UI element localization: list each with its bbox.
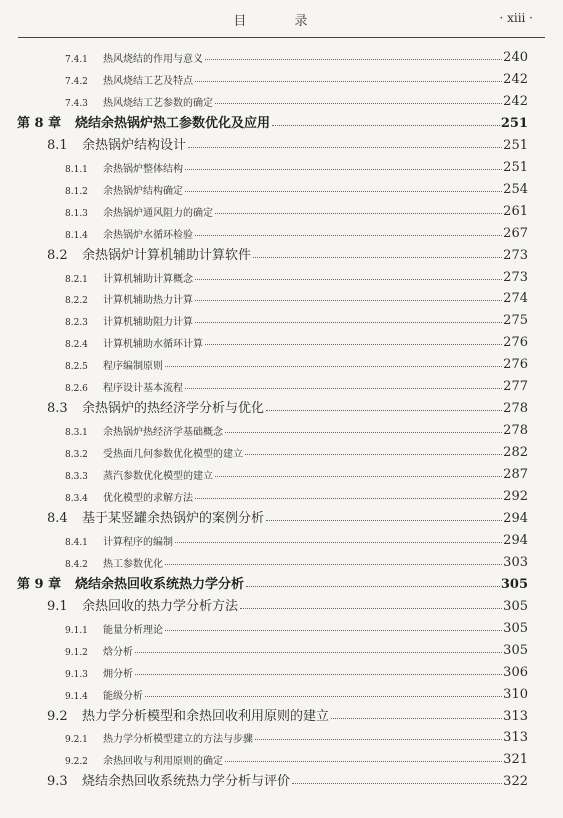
toc-entry-page: 240 xyxy=(503,50,528,65)
toc-entry-number: 8.2.3 xyxy=(65,318,88,329)
toc-entry-number: 8.1.1 xyxy=(65,164,88,175)
toc-entry-number: 第 8 章 xyxy=(17,115,62,131)
toc-entry-number: 8.3.4 xyxy=(65,494,88,504)
dot-leader xyxy=(215,103,502,104)
toc-entry-number: 8.4 xyxy=(47,510,68,526)
dot-leader xyxy=(195,322,502,323)
toc-entry-title: 㶲分析 xyxy=(103,668,133,680)
toc-entry-page: 305 xyxy=(503,598,528,614)
toc-entry-sub[interactable] xyxy=(0,221,563,241)
toc-entry-title: 烧结余热回收系统热力学分析与评价 xyxy=(82,774,291,790)
toc-entry-title: 热风烧结工艺参数的确定 xyxy=(103,97,213,109)
toc-entry-sub[interactable] xyxy=(0,725,563,745)
dot-leader xyxy=(205,59,502,60)
dot-leader xyxy=(185,388,502,389)
toc-entry-chapter[interactable] xyxy=(0,111,563,131)
toc-entry-sub[interactable] xyxy=(0,155,563,175)
toc-entry-title: 余热锅炉结构设计 xyxy=(82,137,187,153)
toc-entry-sub[interactable] xyxy=(0,484,563,504)
dot-leader xyxy=(253,257,502,258)
toc-entry-number: 8.2.4 xyxy=(65,340,88,351)
toc-entry-sub[interactable] xyxy=(0,45,563,65)
toc-entry-title: 蒸汽参数优化模型的建立 xyxy=(103,471,213,483)
dot-leader xyxy=(185,169,502,170)
toc-entry-title: 余热回收与利用原则的确定 xyxy=(103,756,223,768)
toc-entry-page: 261 xyxy=(503,203,528,219)
dot-leader xyxy=(331,718,502,719)
toc-entry-page: 313 xyxy=(503,708,528,724)
dot-leader xyxy=(266,410,502,411)
toc-entry-page: 267 xyxy=(503,225,528,241)
dot-leader xyxy=(215,213,502,214)
toc-entry-title: 热力学分析模型和余热回收利用原则的建立 xyxy=(82,708,330,724)
toc-entry-sub[interactable] xyxy=(0,265,563,285)
toc-entry-page: 254 xyxy=(503,181,528,197)
toc-entry-page: 313 xyxy=(503,730,528,746)
toc-entry-number: 8.1.4 xyxy=(65,230,88,241)
toc-entry-sub[interactable] xyxy=(0,330,563,350)
toc-entry-sub[interactable] xyxy=(0,682,563,702)
dot-leader xyxy=(246,586,500,587)
toc-entry-number: 9.2.2 xyxy=(65,757,88,768)
toc-entry-number: 7.4.2 xyxy=(65,76,88,87)
toc-entry-number: 9.2 xyxy=(47,708,68,724)
toc-entry-title: 计算机辅助阻力计算 xyxy=(103,317,193,329)
toc-entry-sub[interactable] xyxy=(0,199,563,219)
toc-entry-title: 热风烧结工艺及特点 xyxy=(103,75,193,87)
toc-entry-title: 优化模型的求解方法 xyxy=(103,493,193,504)
toc-entry-page: 278 xyxy=(503,401,528,417)
toc-entry-page: 292 xyxy=(503,489,528,504)
toc-entry-sub[interactable] xyxy=(0,462,563,482)
toc-entry-number: 9.1.1 xyxy=(65,625,88,636)
toc-entry-number: 第 9 章 xyxy=(17,576,62,592)
toc-entry-section[interactable] xyxy=(0,769,563,789)
dot-leader xyxy=(272,125,500,126)
toc-entry-number: 8.2.2 xyxy=(65,296,88,307)
toc-entry-number: 8.2 xyxy=(47,247,68,263)
toc-entry-page: 251 xyxy=(500,115,528,131)
toc-entry-title: 余热锅炉结构确定 xyxy=(103,185,183,197)
toc-entry-title: 热力学分析模型建立的方法与步骤 xyxy=(103,734,253,746)
toc-entry-number: 9.1.2 xyxy=(65,647,88,658)
toc-entry-number: 8.3 xyxy=(47,401,68,417)
dot-leader xyxy=(165,630,502,631)
toc-entry-page: 273 xyxy=(503,269,528,285)
dot-leader xyxy=(255,739,502,740)
toc-entry-title: 焓分析 xyxy=(103,646,133,658)
toc-entry-sub[interactable] xyxy=(0,747,563,767)
toc-entry-number: 8.1.2 xyxy=(65,186,88,197)
toc-entry-title: 余热锅炉整体结构 xyxy=(103,163,183,175)
dot-leader xyxy=(195,235,502,236)
toc-entry-title: 烧结余热回收系统热力学分析 xyxy=(75,576,245,592)
dot-leader xyxy=(188,147,502,148)
toc-entry-sub[interactable] xyxy=(0,352,563,372)
dot-leader xyxy=(135,652,502,653)
dot-leader xyxy=(245,454,502,455)
toc-entry-number: 9.1.3 xyxy=(65,669,88,680)
toc-entry-number: 8.4.1 xyxy=(65,537,88,548)
dot-leader xyxy=(195,300,502,301)
toc-entry-title: 余热锅炉的热经济学分析与优化 xyxy=(82,401,265,417)
toc-entry-number: 7.4.3 xyxy=(65,98,88,109)
toc-entry-title: 计算机辅助水循环计算 xyxy=(103,339,203,351)
toc-entry-page: 306 xyxy=(503,664,528,680)
toc-entry-page: 303 xyxy=(503,554,528,570)
toc-entry-section[interactable] xyxy=(0,704,563,724)
toc-entry-sub[interactable] xyxy=(0,89,563,109)
toc-entry-page: 294 xyxy=(503,510,528,526)
toc-entry-title: 余热锅炉热经济学基础概念 xyxy=(103,427,223,439)
toc-entry-title: 计算机辅助热力计算 xyxy=(103,295,193,307)
dot-leader xyxy=(195,498,502,499)
toc-entry-sub[interactable] xyxy=(0,440,563,460)
toc-entry-sub[interactable] xyxy=(0,374,563,394)
dot-leader xyxy=(135,674,502,675)
toc-entry-number: 9.1 xyxy=(47,598,68,614)
toc-entry-title: 余热锅炉水循环检验 xyxy=(103,229,193,241)
toc-entry-page: 294 xyxy=(503,532,528,548)
dot-leader xyxy=(205,344,502,345)
toc-entry-page: 305 xyxy=(500,576,528,592)
toc-entry-title: 基于某竖罐余热锅炉的案例分析 xyxy=(82,510,265,526)
toc-entry-page: 242 xyxy=(503,93,528,109)
toc-entry-page: 277 xyxy=(503,379,528,395)
toc-entry-page: 276 xyxy=(503,335,528,351)
toc-entry-title: 热工参数优化 xyxy=(103,558,163,570)
toc-entry-page: 251 xyxy=(503,137,528,153)
dot-leader xyxy=(225,432,502,433)
toc-entry-number: 8.1.3 xyxy=(65,208,88,219)
toc-entry-sub[interactable] xyxy=(0,67,563,87)
dot-leader xyxy=(266,520,502,521)
toc-entry-page: 321 xyxy=(503,752,528,768)
dot-leader xyxy=(195,279,502,280)
toc-entry-section[interactable] xyxy=(0,133,563,153)
header-page-number: · xiii · xyxy=(499,11,533,25)
toc-entry-page: 287 xyxy=(503,467,528,483)
toc-entry-section[interactable] xyxy=(0,396,563,416)
toc-entry-number: 8.2.6 xyxy=(65,384,88,395)
toc-entry-number: 7.4.1 xyxy=(65,55,88,65)
header-title: 目 录 xyxy=(233,14,330,29)
toc-entry-page: 274 xyxy=(503,291,528,307)
toc-entry-title: 余热回收的热力学分析方法 xyxy=(82,598,239,614)
header-rule xyxy=(18,37,545,38)
dot-leader xyxy=(145,696,502,697)
toc-entry-sub[interactable] xyxy=(0,308,563,328)
toc-entry-number: 9.2.1 xyxy=(65,735,88,746)
toc-entry-number: 8.4.2 xyxy=(65,559,88,570)
toc-entry-number: 8.2.1 xyxy=(65,274,88,285)
toc-entry-section[interactable] xyxy=(0,243,563,263)
toc-entry-title: 受热面几何参数优化模型的建立 xyxy=(103,449,243,461)
toc-entry-number: 8.3.2 xyxy=(65,450,88,461)
toc-entry-sub[interactable] xyxy=(0,660,563,680)
toc-entry-sub[interactable] xyxy=(0,286,563,306)
toc-entry-sub[interactable] xyxy=(0,616,563,636)
toc-entry-title: 能量分析理论 xyxy=(103,624,163,636)
toc-entry-sub[interactable] xyxy=(0,528,563,548)
toc-entry-title: 计算机辅助计算概念 xyxy=(103,273,193,285)
toc-entry-sub[interactable] xyxy=(0,550,563,570)
toc-entry-number: 9.3 xyxy=(47,774,68,790)
toc-entry-number: 8.3.1 xyxy=(65,428,88,439)
dot-leader xyxy=(215,476,502,477)
dot-leader xyxy=(165,366,502,367)
toc-entry-page: 310 xyxy=(503,686,528,702)
toc-entry-sub[interactable] xyxy=(0,418,563,438)
toc-entry-page: 278 xyxy=(503,423,528,439)
dot-leader xyxy=(175,542,502,543)
toc-entry-title: 余热锅炉计算机辅助计算软件 xyxy=(82,247,252,263)
dot-leader xyxy=(185,191,502,192)
toc-entry-title: 计算程序的编制 xyxy=(103,536,173,548)
toc-entry-number: 9.1.4 xyxy=(65,691,88,702)
toc-entry-title: 能级分析 xyxy=(103,690,143,702)
toc-entry-title: 烧结余热锅炉热工参数优化及应用 xyxy=(75,115,271,131)
page-header xyxy=(0,0,563,40)
toc-entry-page: 251 xyxy=(503,159,528,175)
toc-entry-number: 8.3.3 xyxy=(65,472,88,483)
toc-entry-page: 322 xyxy=(503,774,528,790)
toc-entry-title: 热风烧结的作用与意义 xyxy=(103,54,203,65)
toc-entry-section[interactable] xyxy=(0,506,563,526)
dot-leader xyxy=(195,81,502,82)
toc-entry-sub[interactable] xyxy=(0,177,563,197)
dot-leader xyxy=(225,761,502,762)
dot-leader xyxy=(165,564,502,565)
toc-entry-page: 242 xyxy=(503,71,528,87)
toc-entry-page: 275 xyxy=(503,313,528,329)
dot-leader xyxy=(292,783,502,784)
toc-entry-number: 8.1 xyxy=(47,137,68,153)
toc-entry-title: 余热锅炉通风阻力的确定 xyxy=(103,207,213,219)
toc-entry-title: 程序编制原则 xyxy=(103,361,163,373)
toc-entry-page: 305 xyxy=(503,642,528,658)
toc-entry-number: 8.2.5 xyxy=(65,362,88,373)
toc-entry-page: 276 xyxy=(503,357,528,373)
dot-leader xyxy=(240,608,502,609)
toc-entry-sub[interactable] xyxy=(0,638,563,658)
toc-entry-page: 273 xyxy=(503,247,528,263)
toc-entry-chapter[interactable] xyxy=(0,572,563,592)
toc-entry-page: 305 xyxy=(503,620,528,636)
toc-entry-title: 程序设计基本流程 xyxy=(103,383,183,395)
toc-entry-page: 282 xyxy=(503,445,528,461)
toc-entry-section[interactable] xyxy=(0,594,563,614)
